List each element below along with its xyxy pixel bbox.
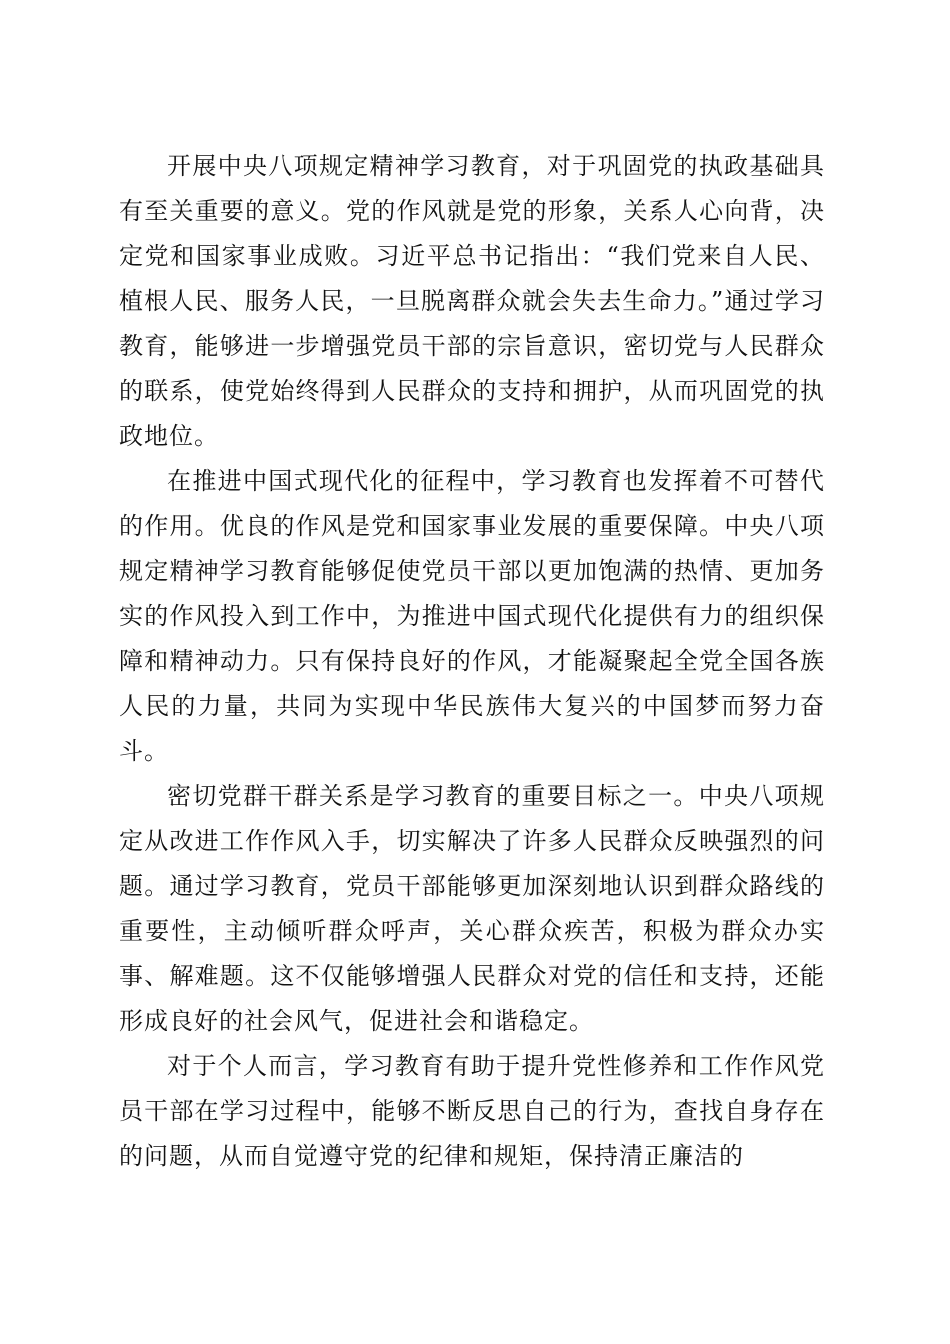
paragraph-4: 对于个人而言，学习教育有助于提升党性修养和工作作风党员干部在学习过程中，能够不断反思自己的行为，查找自身存在的问题，从而自觉遵守党的纪律和规矩，保持清正廉洁的 bbox=[119, 1052, 825, 1170]
paragraph-1: 开展中央八项规定精神学习教育，对于巩固党的执政基础具有至关重要的意义。党的作风就是党的形象，关系人心向背，决定党和国家事业成败。习近平总书记指出：“我们党来自人民、植根人民、服务人民，一旦脱离群众就会失去生命力。”通过学习教育，能够进一步增强党员干部的宗旨意识，密切党与人民群众的联系，使党始终得到人民群众的支持和拥护，从而巩固党的执政地位。 bbox=[119, 152, 825, 450]
document-body bbox=[119, 144, 825, 1179]
paragraph-3: 密切党群干群关系是学习教育的重要目标之一。中央八项规定从改进工作作风入手，切实解决了许多人民群众反映强烈的问题。通过学习教育，党员干部能够更加深刻地认识到群众路线的重要性，主动倾听群众呼声，关心群众疾苦，积极为群众办实事、解难题。这不仅能够增强人民群众对党的信任和支持，还能形成良好的社会风气，促进社会和谐稳定。 bbox=[119, 782, 825, 1035]
paragraph-2: 在推进中国式现代化的征程中，学习教育也发挥着不可替代的作用。优良的作风是党和国家事业发展的重要保障。中央八项规定精神学习教育能够促使党员干部以更加饱满的热情、更加务实的作风投入到工作中，为推进中国式现代化提供有力的组织保障和精神动力。只有保持良好的作风，才能凝聚起全党全国各族人民的力量，共同为实现中华民族伟大复兴的中国梦而努力奋斗。 bbox=[119, 467, 825, 765]
